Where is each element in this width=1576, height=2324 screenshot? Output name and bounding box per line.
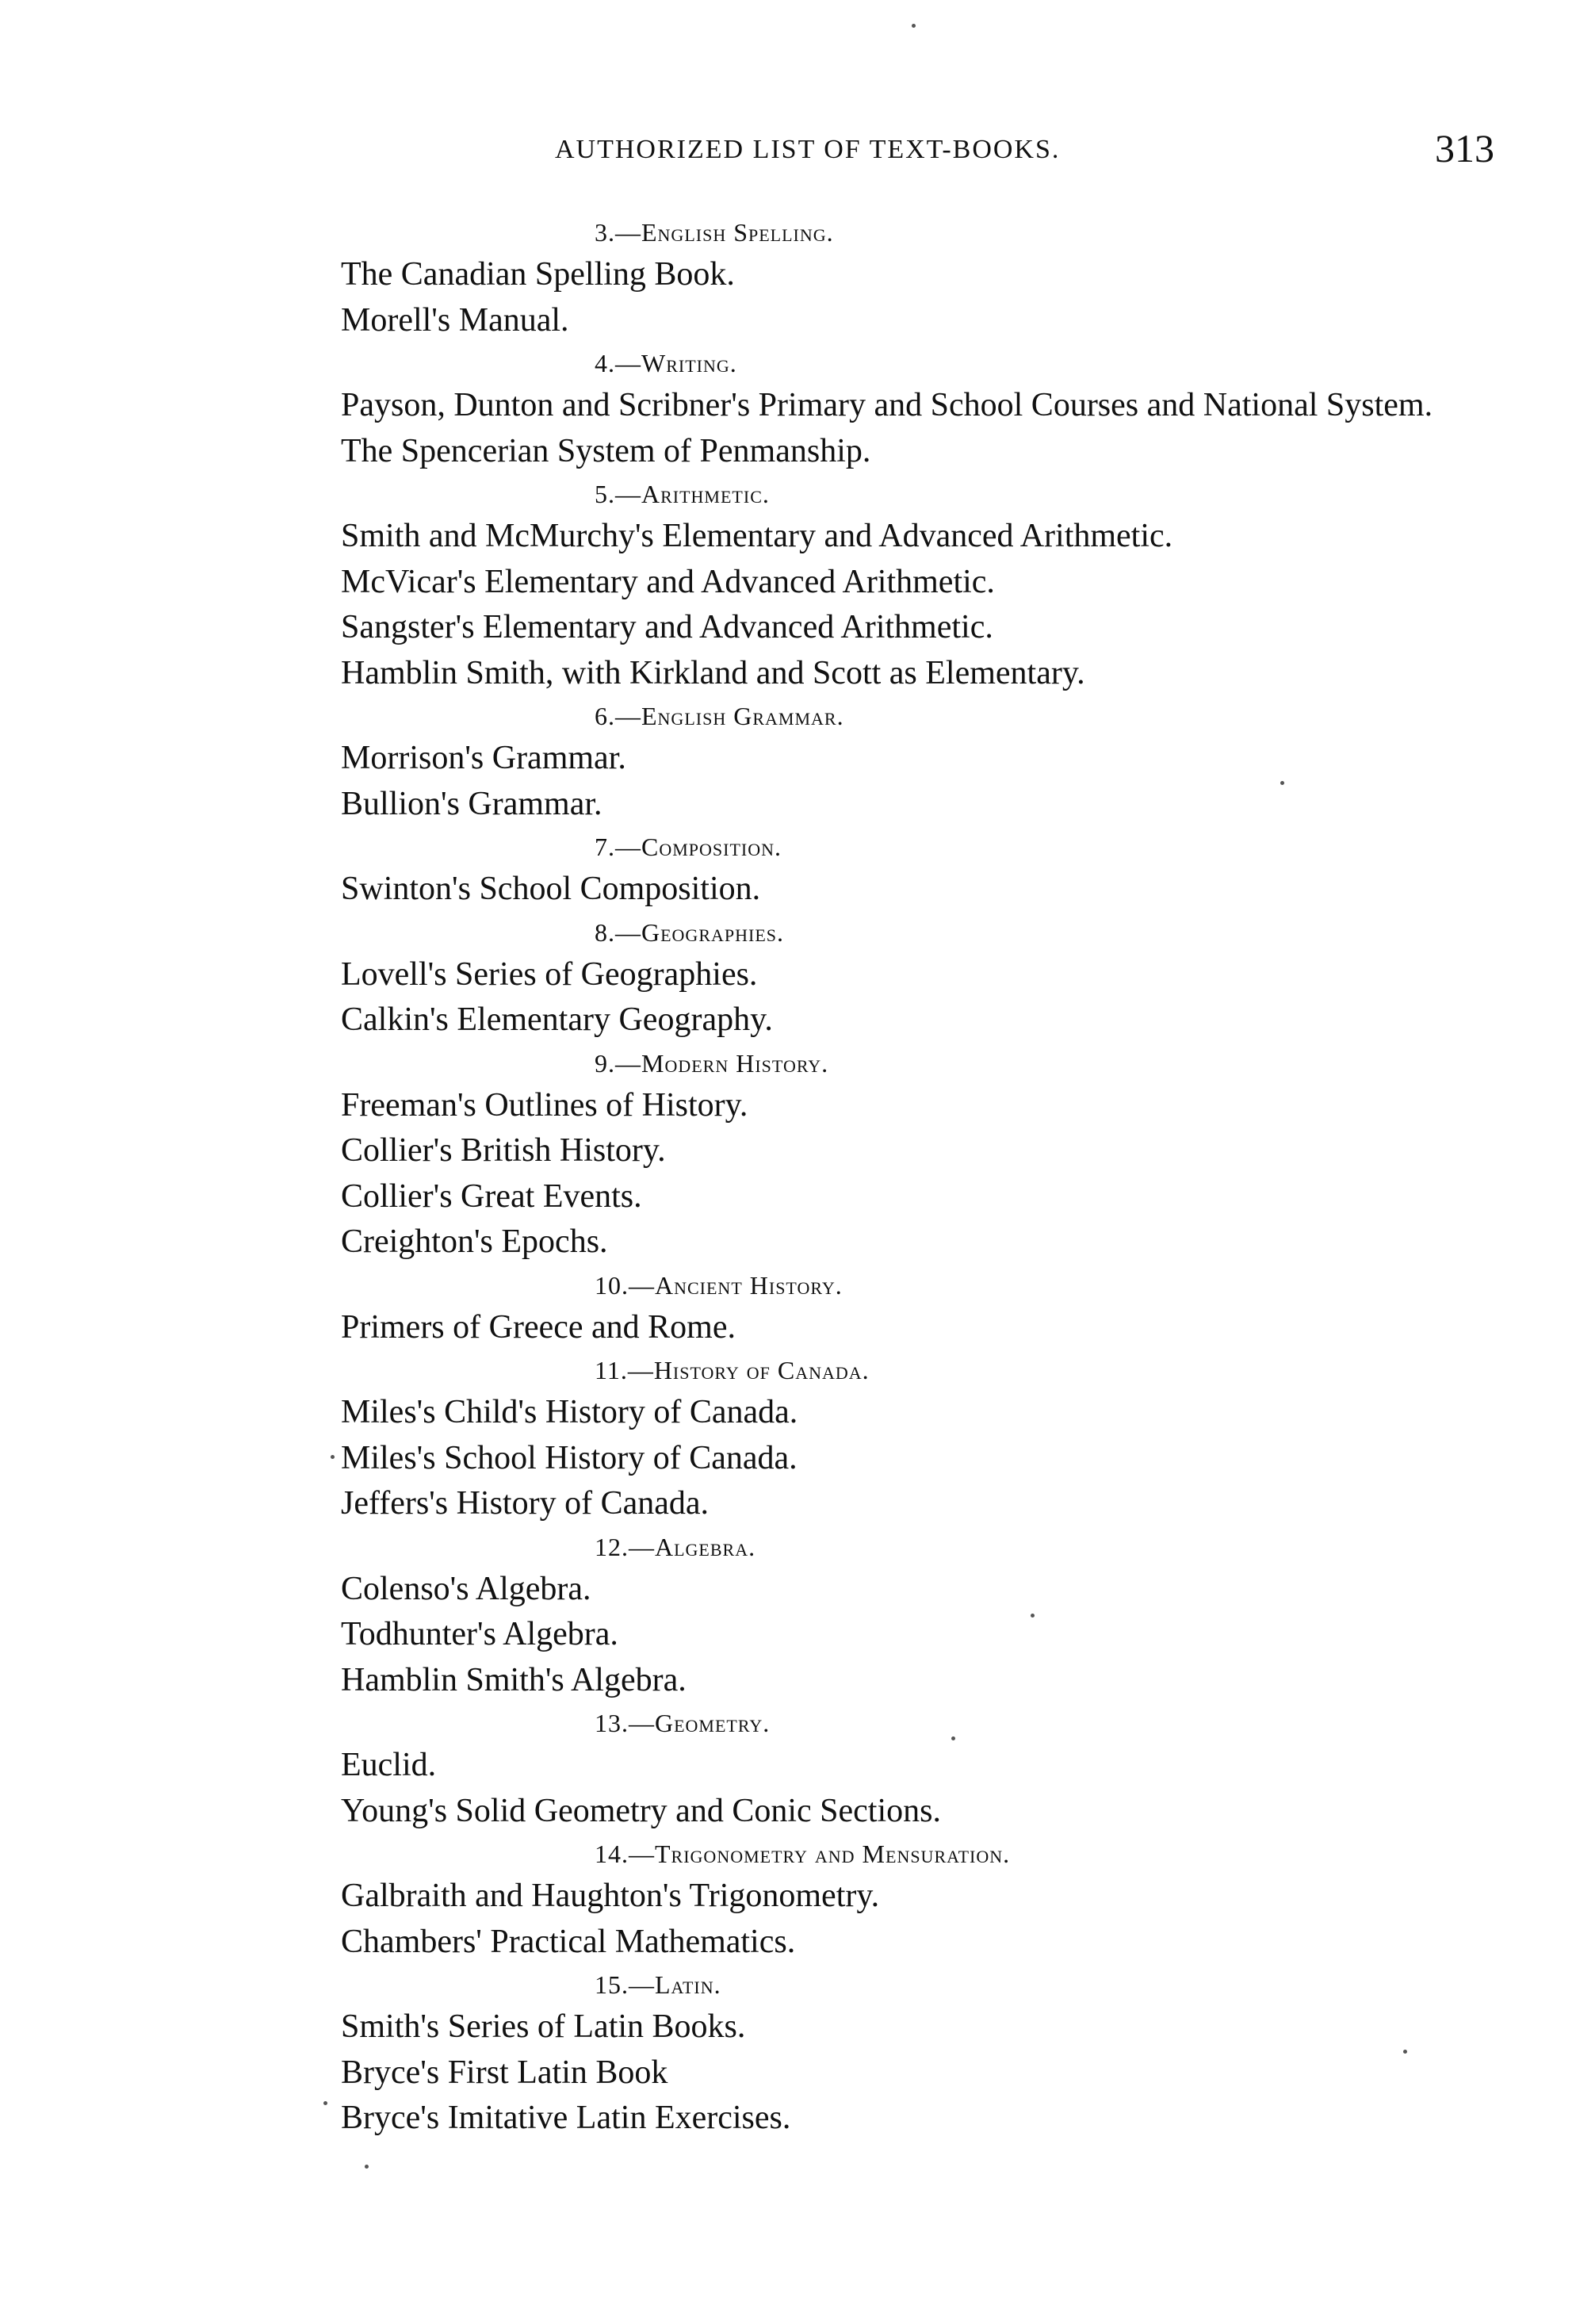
list-item: Young's Solid Geometry and Conic Sections. xyxy=(341,1792,941,1829)
list-item: Freeman's Outlines of History. xyxy=(341,1086,748,1124)
section-modern-history xyxy=(341,1043,1514,1265)
list-item: Bryce's Imitative Latin Exercises. xyxy=(341,2100,791,2136)
scan-speck xyxy=(912,24,916,28)
list-item: Payson, Dunton and Scribner's Primary and School Courses and National System. xyxy=(341,387,1433,423)
list-item: Calkin's Elementary Geography. xyxy=(341,1001,773,1038)
section-heading: 12.—Algebra. xyxy=(595,1532,756,1561)
scan-speck xyxy=(1280,781,1284,785)
list-item: The Canadian Spelling Book. xyxy=(341,256,735,293)
list-item: Euclid. xyxy=(341,1747,437,1783)
section-english-spelling xyxy=(341,212,1514,343)
page-number: 313 xyxy=(1435,126,1494,170)
list-item: Collier's Great Events. xyxy=(341,1177,642,1215)
scan-speck xyxy=(323,2101,327,2105)
list-item: Creighton's Epochs. xyxy=(341,1223,608,1260)
list-item: The Spencerian System of Penmanship. xyxy=(341,432,871,469)
section-heading: 8.—Geographies. xyxy=(595,917,785,947)
section-writing xyxy=(341,343,1514,474)
list-item: Hamblin Smith's Algebra. xyxy=(341,1661,687,1698)
list-item: Colenso's Algebra. xyxy=(341,1570,591,1607)
section-ancient-history xyxy=(341,1265,1514,1351)
section-geometry xyxy=(341,1703,1514,1834)
list-item: Swinton's School Composition. xyxy=(341,871,761,907)
section-heading: 4.—Writing. xyxy=(595,349,737,377)
list-item: Hamblin Smith, with Kirkland and Scott as Elementary. xyxy=(341,654,1085,691)
section-heading: 13.—Geometry. xyxy=(595,1709,771,1737)
book-list xyxy=(341,212,1514,2142)
section-trigonometry-and-mensuration xyxy=(341,1834,1514,1965)
list-item: Bullion's Grammar. xyxy=(341,785,602,822)
list-item: Chambers' Practical Mathematics. xyxy=(341,1923,796,1960)
scan-speck xyxy=(1031,1614,1035,1618)
list-item: Morell's Manual. xyxy=(341,301,569,339)
list-item: Lovell's Series of Geographies. xyxy=(341,955,758,993)
section-heading: 7.—Composition. xyxy=(595,833,782,861)
section-heading: 14.—Trigonometry and Mensuration. xyxy=(595,1840,1011,1868)
section-heading: 5.—Arithmetic. xyxy=(595,480,770,508)
section-heading: 3.—English Spelling. xyxy=(595,218,834,247)
running-title: AUTHORIZED LIST OF TEXT-BOOKS. xyxy=(555,135,1061,164)
section-heading: 10.—Ancient History. xyxy=(595,1270,843,1300)
list-item: Miles's School History of Canada. xyxy=(341,1439,798,1476)
list-item: Miles's Child's History of Canada. xyxy=(341,1394,798,1430)
list-item: Smith and McMurchy's Elementary and Advanced Arithmetic. xyxy=(341,518,1173,554)
list-item: Sangster's Elementary and Advanced Arithmetic. xyxy=(341,609,993,645)
list-item: Bryce's First Latin Book xyxy=(341,2054,668,2091)
scan-speck xyxy=(1403,2050,1407,2054)
section-english-grammar xyxy=(341,696,1514,827)
scan-speck xyxy=(951,1736,955,1740)
scan-speck xyxy=(331,1455,335,1459)
section-arithmetic xyxy=(341,474,1514,696)
list-item: Primers of Greece and Rome. xyxy=(341,1308,736,1346)
list-item: Jeffers's History of Canada. xyxy=(341,1485,710,1522)
section-heading: 9.—Modern History. xyxy=(595,1048,829,1078)
section-heading: 11.—History of Canada. xyxy=(595,1356,870,1384)
list-item: Galbraith and Haughton's Trigonometry. xyxy=(341,1878,880,1914)
running-head xyxy=(0,119,1576,174)
section-heading: 6.—English Grammar. xyxy=(595,702,844,730)
list-item: Morrison's Grammar. xyxy=(341,740,626,776)
section-algebra xyxy=(341,1527,1514,1704)
section-composition xyxy=(341,827,1514,913)
scan-speck xyxy=(365,2165,369,2169)
list-item: Collier's British History. xyxy=(341,1132,666,1169)
list-item: McVicar's Elementary and Advanced Arithmetic. xyxy=(341,563,995,600)
section-history-of-canada xyxy=(341,1350,1514,1527)
list-item: Smith's Series of Latin Books. xyxy=(341,2008,746,2045)
section-geographies xyxy=(341,913,1514,1043)
list-item: Todhunter's Algebra. xyxy=(341,1616,618,1652)
section-heading: 15.—Latin. xyxy=(595,1970,721,1999)
section-latin xyxy=(341,1965,1514,2142)
